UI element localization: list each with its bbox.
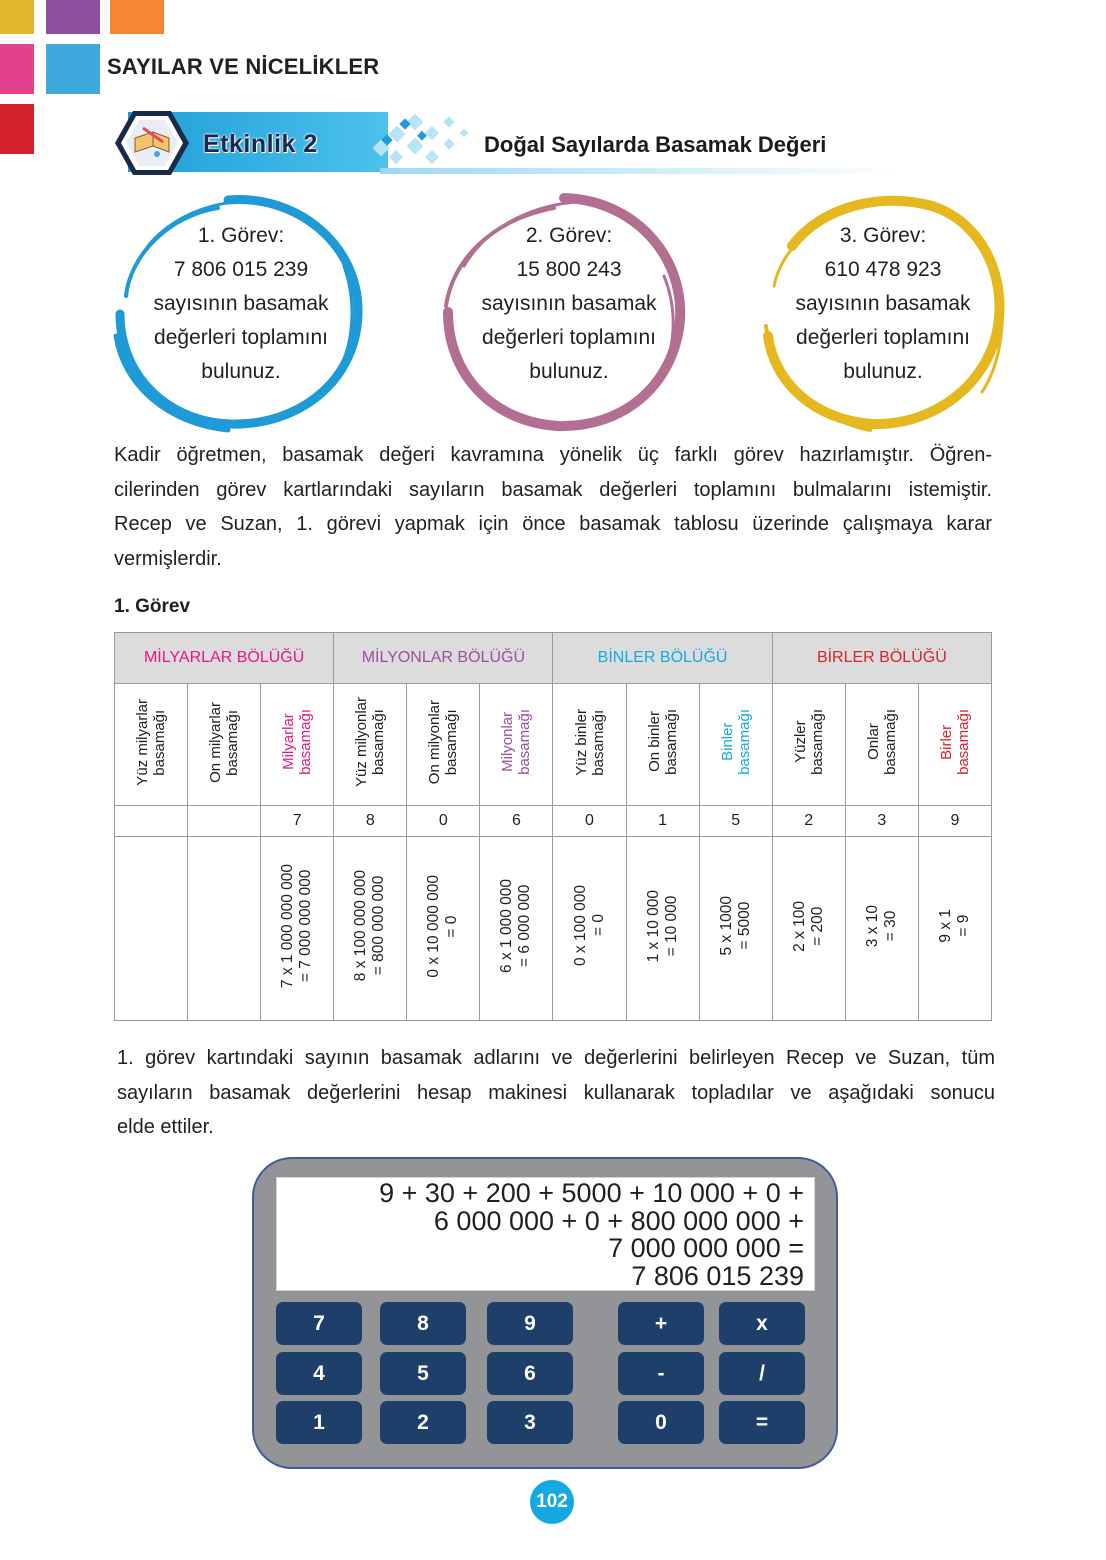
place-value-line: 8 x 100 000 000 <box>352 870 370 982</box>
place-name-label <box>134 699 168 786</box>
place-value-cell <box>115 837 188 1021</box>
corner-square-purple <box>46 0 100 34</box>
book-pencil-icon <box>113 108 191 178</box>
place-name-cell <box>626 684 699 806</box>
place-name-cell <box>480 684 553 806</box>
place-name-line: basamağı <box>954 709 972 775</box>
key-divide[interactable]: / <box>719 1352 805 1395</box>
key-1[interactable]: 1 <box>276 1401 362 1444</box>
place-name-line: basamağı <box>516 709 534 775</box>
place-value-cell <box>553 837 626 1021</box>
place-name-line: basamağı <box>808 709 826 775</box>
place-value-expression <box>645 890 681 962</box>
place-value-cell <box>407 837 480 1021</box>
place-name-line: Yüz milyarlar <box>134 698 152 786</box>
place-value-line: = 10 000 <box>662 895 680 957</box>
place-name-label <box>719 709 753 775</box>
place-name-cell <box>918 684 991 806</box>
place-name-line: On milyarlar <box>207 701 225 783</box>
place-name-label <box>426 700 460 784</box>
place-value-line: 0 x 100 000 <box>571 885 589 967</box>
place-value-cell <box>334 837 407 1021</box>
key-6[interactable]: 6 <box>487 1352 573 1395</box>
place-value-line: 1 x 10 000 <box>644 889 662 963</box>
place-value-expression <box>864 905 900 947</box>
place-value-expression <box>718 896 754 955</box>
key-7[interactable]: 7 <box>276 1302 362 1345</box>
place-value-line: = 200 <box>808 906 826 946</box>
place-name-line: Yüz milyonlar <box>353 696 371 788</box>
corner-square-blue <box>46 44 100 94</box>
place-value-expression <box>352 870 388 981</box>
digit-cell: 6 <box>480 806 553 837</box>
place-name-label <box>280 709 314 775</box>
place-value-line: 0 x 10 000 000 <box>425 874 443 978</box>
display-line: 7 000 000 000 = <box>608 1233 804 1263</box>
place-name-line: basamağı <box>370 709 388 775</box>
place-name-line: On milyonlar <box>426 699 444 785</box>
activity-title: Doğal Sayılarda Basamak Değeri <box>484 132 827 157</box>
corner-square-pink <box>0 44 34 94</box>
place-name-line: basamağı <box>735 709 753 775</box>
place-name-cell <box>407 684 480 806</box>
place-value-line: = 7 000 000 000 <box>297 869 315 983</box>
group-thousands: BİNLER BÖLÜĞÜ <box>553 633 772 684</box>
place-name-label <box>865 709 899 775</box>
group-millions: MİLYONLAR BÖLÜĞÜ <box>334 633 553 684</box>
group-billions: MİLYARLAR BÖLÜĞÜ <box>115 633 334 684</box>
place-name-line: basamağı <box>589 709 607 775</box>
place-value-line: 2 x 100 <box>790 900 808 952</box>
digit-cell: 8 <box>334 806 407 837</box>
place-name-cell <box>772 684 845 806</box>
place-value-expression <box>425 875 461 978</box>
place-value-line: = 5000 <box>735 902 753 950</box>
place-name-label <box>792 709 826 775</box>
place-name-line: basamağı <box>443 709 461 775</box>
place-name-row <box>115 684 992 806</box>
key-plus[interactable]: + <box>618 1302 704 1345</box>
activity-label: Etkinlik 2 <box>203 130 318 158</box>
key-2[interactable]: 2 <box>380 1401 466 1444</box>
corner-square-orange <box>110 0 164 34</box>
place-name-line: Milyarlar <box>280 713 298 771</box>
digit-cell <box>188 806 261 837</box>
place-name-line: On binler <box>645 711 663 773</box>
place-value-line: = 0 <box>443 915 461 937</box>
place-value-line: = 9 <box>954 915 972 937</box>
place-value-line: 9 x 1 <box>936 909 954 943</box>
place-value-expression <box>791 901 827 952</box>
key-multiply[interactable]: x <box>719 1302 805 1345</box>
place-name-line: Yüzler <box>791 720 809 764</box>
display-result: 7 806 015 239 <box>631 1260 804 1291</box>
calculator-display <box>276 1177 815 1291</box>
task-3-text: 3. Görev: 610 478 923 sayısının basamak değerleri toplamını bulunuz. <box>795 224 971 383</box>
place-value-expression <box>937 909 973 943</box>
key-3[interactable]: 3 <box>487 1401 573 1444</box>
digit-cell: 5 <box>699 806 772 837</box>
place-value-cell <box>699 837 772 1021</box>
unit-title: SAYILAR VE NİCELİKLER <box>107 54 380 79</box>
key-equals[interactable]: = <box>719 1401 805 1444</box>
display-line: 6 000 000 + 0 + 800 000 000 + <box>433 1205 804 1236</box>
place-name-line: Yüz binler <box>572 708 590 776</box>
place-value-row <box>115 837 992 1021</box>
place-name-line: Birler <box>937 724 955 760</box>
place-value-cell <box>772 837 845 1021</box>
place-value-expression <box>498 879 534 973</box>
place-value-line: = 6 000 000 <box>516 884 534 968</box>
place-name-label <box>207 702 241 783</box>
place-name-cell <box>845 684 918 806</box>
place-name-cell <box>188 684 261 806</box>
corner-square-red <box>0 104 34 154</box>
digit-cell: 7 <box>261 806 334 837</box>
intro-paragraph: Kadir öğretmen, basamak değeri kavramına yönelik üç farklı görev hazırlamıştır. Öğren- cilerinden görev kartlarındaki sayıların basamak değerleri toplamını bulmalarını istemiştir. Recep ve Suzan, 1. görevi yapmak için önce basamak tablosu üzerinde çalışmaya karar vermişlerdir. <box>114 444 992 570</box>
place-value-line: 3 x 10 <box>863 904 881 948</box>
place-value-cell <box>626 837 699 1021</box>
outro-paragraph: 1. görev kartındaki sayının basamak adlarını ve değerlerini belirleyen Recep ve Suzan, tüm sayıların basamak değerlerini hesap makinesi kullanarak topladılar ve aşağıdaki sonucu elde ettiler. <box>117 1047 995 1138</box>
place-value-line: 6 x 1 000 000 <box>498 879 516 973</box>
digit-cell: 2 <box>772 806 845 837</box>
group-ones: BİRLER BÖLÜĞÜ <box>772 633 991 684</box>
digit-cell: 1 <box>626 806 699 837</box>
place-value-line: 7 x 1 000 000 000 <box>279 863 297 989</box>
place-name-cell <box>699 684 772 806</box>
digit-cell: 3 <box>845 806 918 837</box>
place-name-line: Milyonlar <box>499 712 517 773</box>
key-4[interactable]: 4 <box>276 1352 362 1395</box>
place-value-cell <box>188 837 261 1021</box>
place-name-line: Onlar <box>864 723 882 761</box>
place-value-line: = 30 <box>881 910 899 942</box>
digit-cell: 0 <box>407 806 480 837</box>
place-value-table <box>114 632 992 1021</box>
place-name-line: basamağı <box>881 709 899 775</box>
task-2-text: 2. Görev: 15 800 243 sayısının basamak değerleri toplamını bulunuz. <box>481 224 657 383</box>
place-name-cell <box>334 684 407 806</box>
place-name-cell <box>553 684 626 806</box>
place-value-cell <box>261 837 334 1021</box>
key-0[interactable]: 0 <box>618 1401 704 1444</box>
place-name-line: basamağı <box>151 709 169 775</box>
place-name-line: basamağı <box>662 709 680 775</box>
place-value-line: = 800 000 000 <box>370 876 388 976</box>
digit-row <box>115 806 992 837</box>
task-1-text: 1. Görev: 7 806 015 239 sayısının basamak değerleri toplamını bulunuz. <box>153 224 329 383</box>
place-value-line: = 0 <box>589 915 607 937</box>
place-name-label <box>573 709 607 776</box>
place-value-cell <box>918 837 991 1021</box>
key-9[interactable]: 9 <box>487 1302 573 1345</box>
place-name-label <box>353 697 387 787</box>
place-name-line: basamağı <box>224 709 242 775</box>
place-value-expression <box>572 885 608 966</box>
key-5[interactable]: 5 <box>380 1352 466 1395</box>
place-name-line: basamağı <box>297 709 315 775</box>
place-value-cell <box>480 837 553 1021</box>
place-value-line: 5 x 1000 <box>717 896 735 956</box>
place-name-label <box>646 709 680 775</box>
digit-cell <box>115 806 188 837</box>
place-name-label <box>499 709 533 775</box>
page-number: 102 <box>530 1480 574 1524</box>
digit-cell: 0 <box>553 806 626 837</box>
place-name-line: Binler <box>718 722 736 762</box>
place-name-label <box>938 709 972 775</box>
corner-square-yellow <box>0 0 34 34</box>
key-8[interactable]: 8 <box>380 1302 466 1345</box>
decorative-dots <box>367 112 477 172</box>
place-value-expression <box>279 864 315 988</box>
place-name-cell <box>261 684 334 806</box>
place-name-cell <box>115 684 188 806</box>
digit-cell: 9 <box>918 806 991 837</box>
group-header-row <box>115 633 992 684</box>
display-line: 9 + 30 + 200 + 5000 + 10 000 + 0 + <box>379 1178 804 1208</box>
place-value-cell <box>845 837 918 1021</box>
key-minus[interactable]: - <box>618 1352 704 1395</box>
section-heading: 1. Görev <box>114 596 191 617</box>
